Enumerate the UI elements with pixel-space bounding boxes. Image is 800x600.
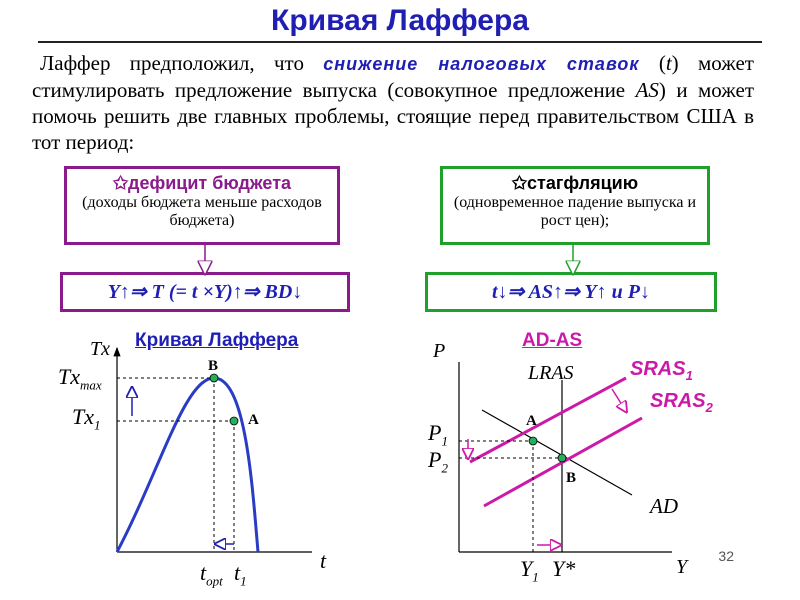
page-number: 32	[718, 548, 734, 564]
stagflation-desc: (одновременное падение выпуска и рост цен);	[453, 194, 697, 229]
laffer-chart	[117, 348, 312, 552]
adas-point-a-label: A	[526, 413, 537, 429]
t1-label: $t_1$	[234, 560, 247, 589]
adas-heading: AD-AS	[522, 330, 583, 351]
adas-point-b-label: B	[566, 470, 577, 486]
sras-shift-arrow	[612, 389, 624, 408]
lras-label: LRAS	[528, 362, 574, 384]
sras1-label: $SRAS_1$	[630, 358, 693, 383]
budget-deficit-title: дефицит бюджета	[128, 173, 292, 193]
laffer-point-b-label: B	[208, 358, 219, 374]
laffer-x-axis-label: t	[320, 548, 327, 573]
adas-chart	[459, 362, 672, 552]
laffer-point-a	[230, 417, 238, 425]
p2-label: $P_2$	[428, 447, 448, 476]
ystar-label: Y*	[552, 556, 576, 581]
intro-paragraph: Лаффер предположил, что снижение налоговых ставок (t) может стимулировать предложение выпуска (совокупное предложение AS) и может помочь решить две главных проблемы, стоящие перед правительством США в тот период:	[32, 51, 754, 154]
formula-right: t↓⇒ AS↑⇒ Y↑ и P↓	[425, 272, 717, 312]
laffer-heading: Кривая Лаффера	[135, 330, 299, 351]
star-icon: ✩	[112, 173, 129, 193]
intro-highlight: снижение налоговых ставок	[323, 54, 640, 74]
adas-point-a	[529, 437, 537, 445]
adas-x-axis-label: Y	[676, 556, 688, 578]
tx1-label: $Tx_1$	[72, 404, 101, 433]
ad-label: AD	[650, 494, 678, 518]
sras2-label: $SRAS_2$	[650, 390, 713, 415]
budget-deficit-desc: (доходы бюджета меньше расходов бюджета)	[82, 194, 322, 229]
ad-line	[482, 410, 632, 495]
sras1-line	[470, 378, 626, 462]
adas-y-axis-label: P	[433, 340, 446, 362]
laffer-point-b	[210, 374, 218, 382]
laffer-y-axis-label: Tx	[90, 338, 110, 360]
formula-left: Y↑⇒ T (= t ×Y)↑⇒ BD↓	[60, 272, 350, 312]
page-title: Кривая Лаффера	[271, 4, 529, 37]
adas-point-b	[558, 454, 566, 462]
p1-label: $P_1$	[428, 420, 448, 449]
stagflation-title: стагфляцию	[527, 173, 639, 193]
laffer-point-a-label: A	[248, 412, 259, 428]
t-opt-label: $t_{opt}$	[200, 560, 223, 589]
star-icon: ✩	[511, 173, 527, 193]
y1-label: $Y_1$	[520, 556, 539, 585]
laffer-curve	[117, 378, 258, 552]
tx-max-label: $Tx_{max}$	[58, 364, 102, 393]
